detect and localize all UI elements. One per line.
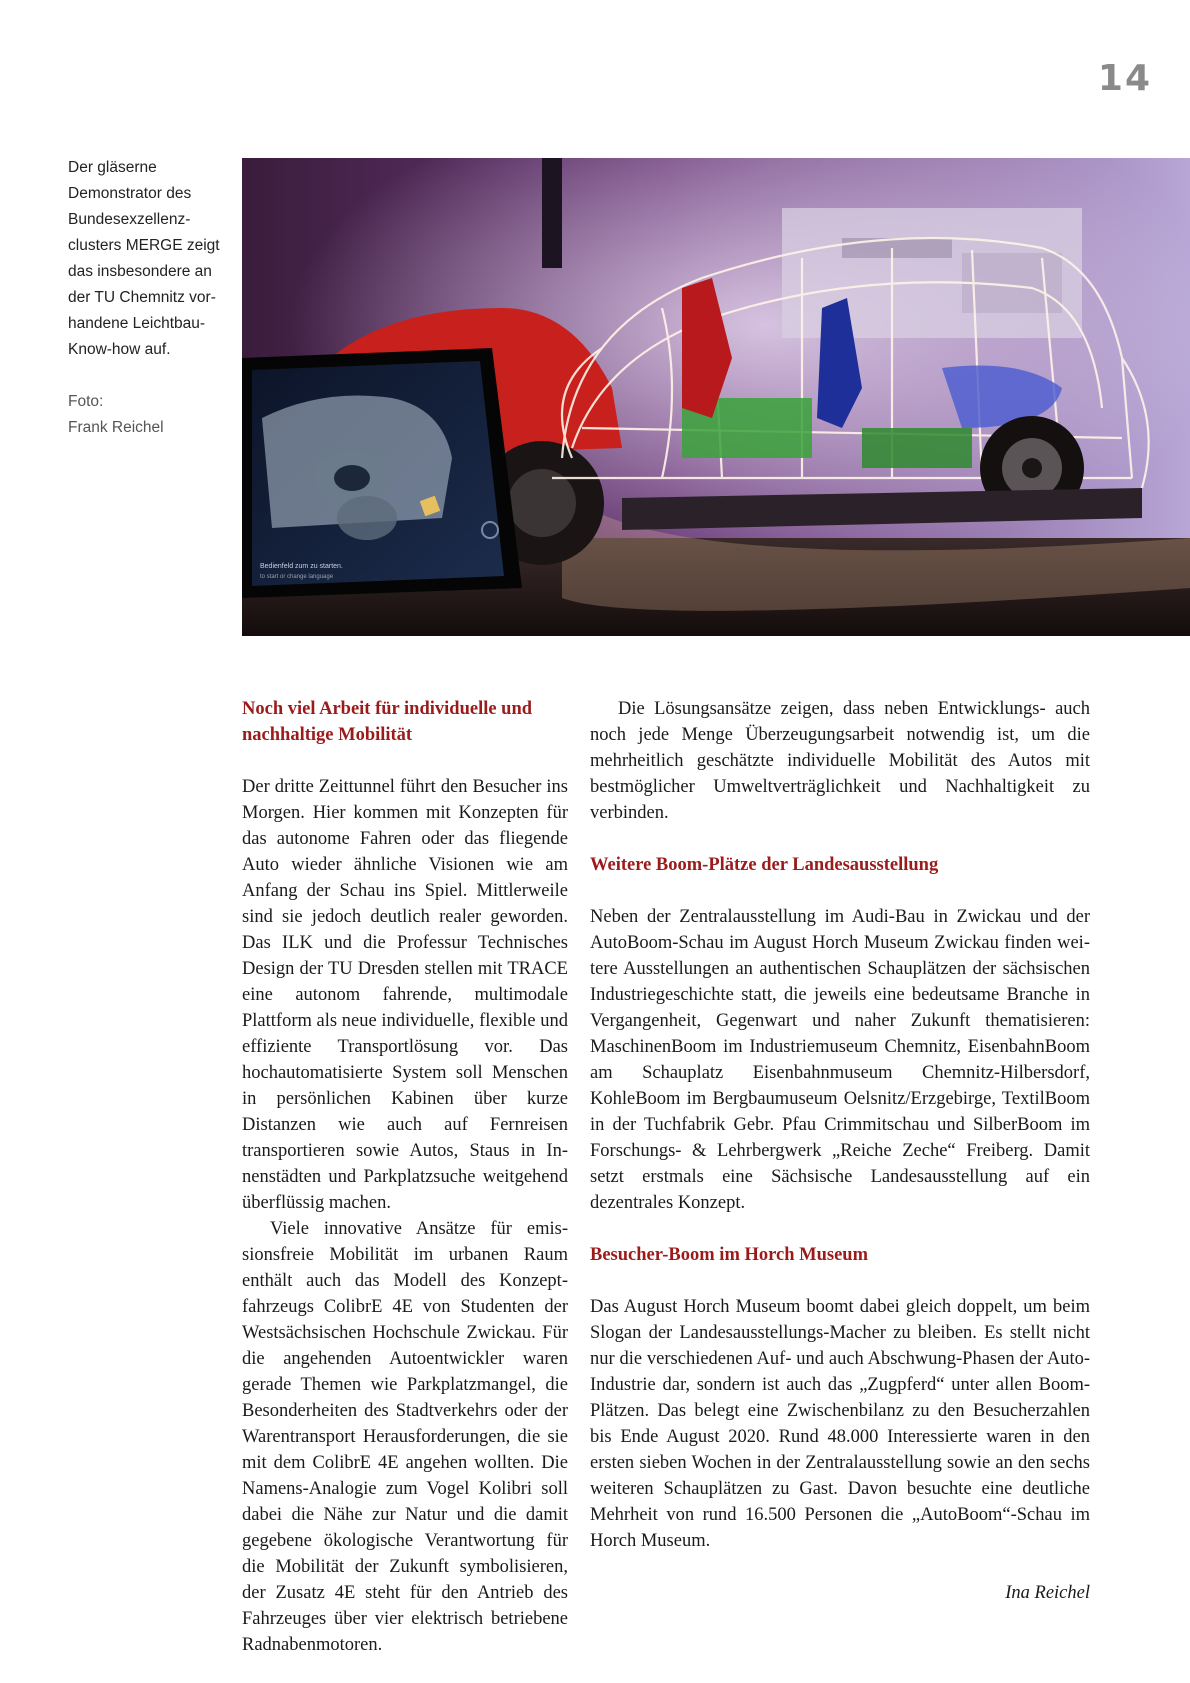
article-column-right [590, 696, 1090, 1606]
heading-besucher-boom: Besucher-Boom im Horch Museum [590, 1245, 868, 1265]
paragraph-loesungsansaetze: Die Lösungsansätze zeigen, dass neben Entwicklungs- auch noch jede Menge Überzeugungsarbeit notwendig ist, um die mehrheitlich geschätzte individuelle Mobilität des Autos mit bestmöglicher Umweltverträglichkeit und Nachhaltigkeit zu verbinden. [590, 699, 1090, 823]
photo-credit-name: Frank Reichel [68, 419, 164, 436]
heading-individual-mobility: Noch viel Arbeit für individuelle und nachhaltige Mobilität [242, 699, 533, 745]
article-column-left [242, 696, 568, 1658]
paragraph-colibre: Viele innovative Ansätze für emissionsfreie Mobilität im urbanen Raum enthält auch das Modell des Konzeptfahrzeugs ColibrE 4E von Studenten der Westsächsischen Hochschule Zwickau. Für die angehenden Autoentwickler waren gerade Themen wie Parkplatzmangel, die Besonderheiten des Stadtverkehrs oder der Warentransport Herausforderungen, die sie mit dem ColibrE 4E angehen wollten. Die Namens-Analogie zum Vogel Kolibri soll dabei die Nähe zur Natur und die damit gegebene ökologische Verantwortung für die Mobilität der Zukunft symbolisieren, der Zusatz 4E steht für den Antrieb des Fahrzeuges über vier elektrisch betriebene Radnabenmotoren. [242, 1219, 568, 1655]
exhibit-photo [242, 158, 1190, 636]
paragraph-boom-plaetze: Neben der Zentralausstellung im Audi-Bau in Zwickau und der AutoBoom-Schau im August Horch Museum Zwickau finden weitere Ausstellungen an authentischen Schauplätzen der sächsischen Industriegeschichte statt, die jeweils eine bedeutsame Branche in Vergangenheit, Gegenwart und naher Zukunft thematisieren: MaschinenBoom im Industriemuseum Chemnitz, EisenbahnBoom am Schauplatz Eisenbahnmuseum Chemnitz-Hilbersdorf, KohleBoom im Bergbaumuseum Oelsnitz/Erzgebirge, TextilBoom in der Tuchfabrik Gebr. Pfau Crimmitschau und SilberBoom im Forschungs- & Lehrbergwerk „Reiche Zeche“ Freiberg. Damit setzt erstmals eine Sächsische Landesausstellung auf ein dezentrales Konzept. [590, 907, 1090, 1213]
page-number: 14 [1097, 58, 1152, 99]
paragraph-zeittunnel: Der dritte Zeittunnel führt den Besucher ins Morgen. Hier kommen mit Konzepten für das autonome Fahren oder das fliegende Auto wieder ähnliche Visionen wie am Anfang der Schau ins Spiel. Mittlerweile sind sie jedoch deutlich realer geworden. Das ILK und die Professur Technisches Design der TU Dresden stellen mit TRACE eine autonom fahrende, multimodale Plattform als neue individuelle, flexible und effiziente Transportlösung vor. Das hochautomatisierte System soll Menschen in persönlichen Kabinen über kurze Distanzen wie auch auf Fernreisen transportieren sowie Autos, Staus in Innenstädten und Parkplatzsuche weitgehend überflüssig machen. [242, 777, 568, 1213]
author-name: Ina Reichel [1005, 1583, 1090, 1603]
photo-credit-label: Foto: [68, 393, 104, 410]
photo-caption [68, 155, 228, 441]
heading-boom-plaetze: Weitere Boom-Plätze der Landesausstellung [590, 855, 939, 875]
screen-text-2: to start or change language [260, 574, 334, 580]
photo-credit [68, 389, 228, 441]
glass-car-demonstrator-image [242, 158, 1190, 636]
paragraph-besucher-boom: Das August Horch Museum boomt dabei gleich doppelt, um beim Slogan der Landesausstellungs-Macher zu bleiben. Es stellt nicht nur die verschiedenen Auf- und auch Abschwung-Phasen der Auto-Industrie dar, sondern ist auch das „Zugpferd“ unter allen Boom-Plätzen. Das belegt eine Zwischenbilanz zu den Besucherzahlen bis Ende August 2020. Rund 48.000 Interessierte waren in den ersten sieben Wochen in der Zentralausstellung sowie an den sechs weiteren Schauplätzen zu Gast. Davon besuchte eine deutliche Mehrheit von rund 16.500 Personen die „AutoBoom“-Schau im Horch Museum. [590, 1297, 1090, 1551]
screen-text-1: Bedienfeld zum zu starten. [260, 563, 343, 570]
caption-text: Der gläserne Demonstrator des Bundesexzellenzclusters MERGE zeigt das insbesondere an der TU Chemnitz vorhandene Leichtbau-Know-how auf. [68, 159, 220, 358]
